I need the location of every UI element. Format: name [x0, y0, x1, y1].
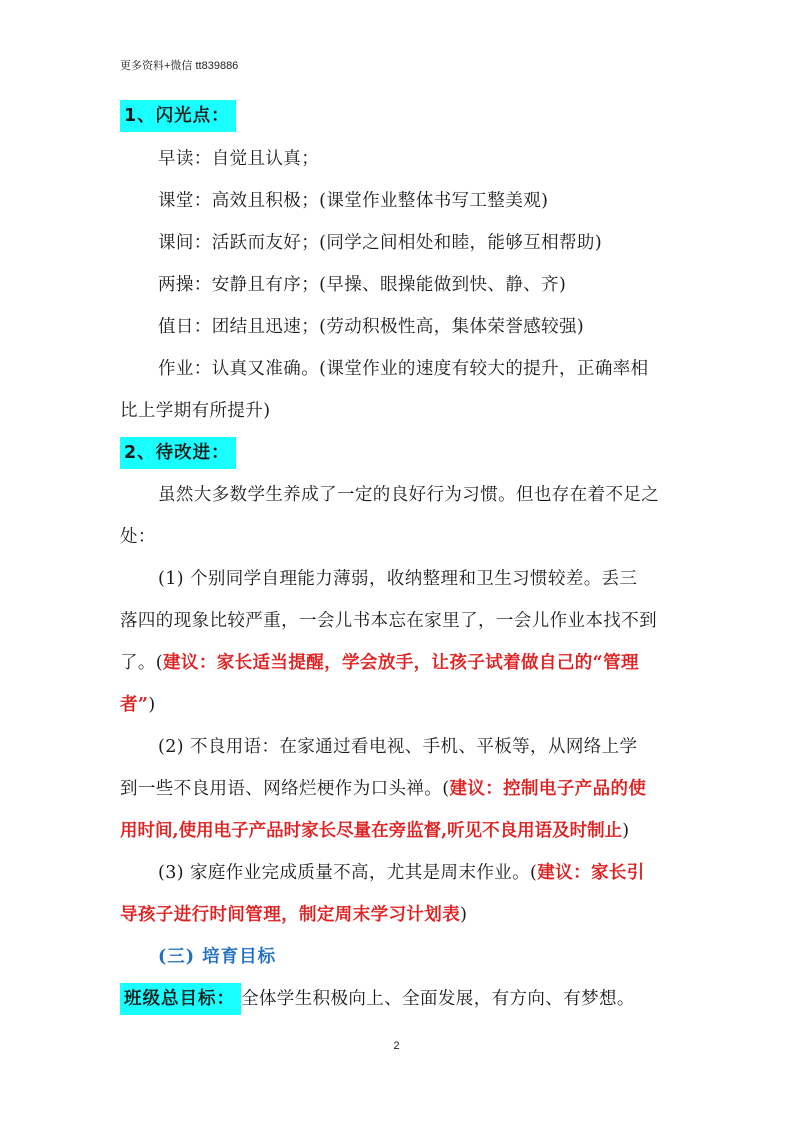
section1-heading-row [120, 104, 680, 128]
suggestion-text: 建议：家长适当提醒，学会放手，让孩子试着做自己的“管理 [163, 653, 639, 673]
goal-label: 班级总目标： [120, 983, 241, 1015]
text-span: (3) 家庭作业完成质量不高，尤其是周末作业。( [158, 863, 538, 883]
text-line: (1) 个别同学自理能力薄弱，收纳整理和卫生习惯较差。丢三 [158, 569, 638, 589]
header-note: 更多资料+微信 tt839886 [120, 60, 239, 72]
text-line: 比上学期有所提升) [120, 401, 271, 421]
section3-heading-row [158, 945, 718, 969]
section2-heading-row [120, 441, 680, 465]
suggestion-text: 者” [120, 695, 149, 715]
section3-heading: (三) 培育目标 [158, 947, 277, 967]
page-number: 2 [393, 1040, 400, 1052]
text-line: 课堂：高效且积极；(课堂作业整体书写工整美观) [158, 191, 549, 211]
text-span: 了。( [120, 653, 164, 673]
text-line: 课间：活跃而友好；(同学之间相处和睦，能够互相帮助) [158, 233, 603, 253]
text-line: 两操：安静且有序；(早操、眼操能做到快、静、齐) [158, 275, 567, 295]
suggestion-text: 建议：家长引 [537, 863, 645, 883]
text-span: ) [460, 905, 468, 925]
text-line: 处： [120, 527, 156, 547]
suggestion-text: 建议：控制电子产品的使 [449, 779, 647, 799]
text-line [120, 777, 680, 801]
text-span: ) [148, 695, 156, 715]
suggestion-text: 导孩子进行时间管理，制定周末学习计划表 [120, 905, 461, 925]
section2-heading: 2、待改进： [120, 437, 236, 469]
goal-row [120, 987, 680, 1011]
text-span: ) [622, 821, 630, 841]
text-line: (2) 不良用语：在家通过看电视、手机、平板等，从网络上学 [158, 737, 638, 757]
text-line: 作业：认真又准确。(课堂作业的速度有较大的提升，正确率相 [158, 359, 649, 379]
text-line [120, 819, 680, 843]
text-line [120, 903, 680, 927]
text-line: 落四的现象比较严重，一会儿书本忘在家里了，一会儿作业本找不到 [120, 611, 657, 631]
text-line [120, 693, 680, 717]
suggestion-text: 用时间,使用电子产品时家长尽量在旁监督,听见不良用语及时制止 [120, 821, 623, 841]
text-line [158, 861, 718, 885]
goal-text: 全体学生积极向上、全面发展，有方向、有梦想。 [241, 989, 635, 1009]
text-line: 虽然大多数学生养成了一定的良好行为习惯。但也存在着不足之 [158, 485, 660, 505]
text-line: 早读：自觉且认真； [158, 149, 320, 169]
section1-heading: 1、闪光点： [120, 100, 236, 132]
text-span: 到一些不良用语、网络烂梗作为口头禅。( [120, 779, 450, 799]
text-line [120, 651, 680, 675]
text-line: 值日：团结且迅速；(劳动积极性高，集体荣誉感较强) [158, 317, 585, 337]
